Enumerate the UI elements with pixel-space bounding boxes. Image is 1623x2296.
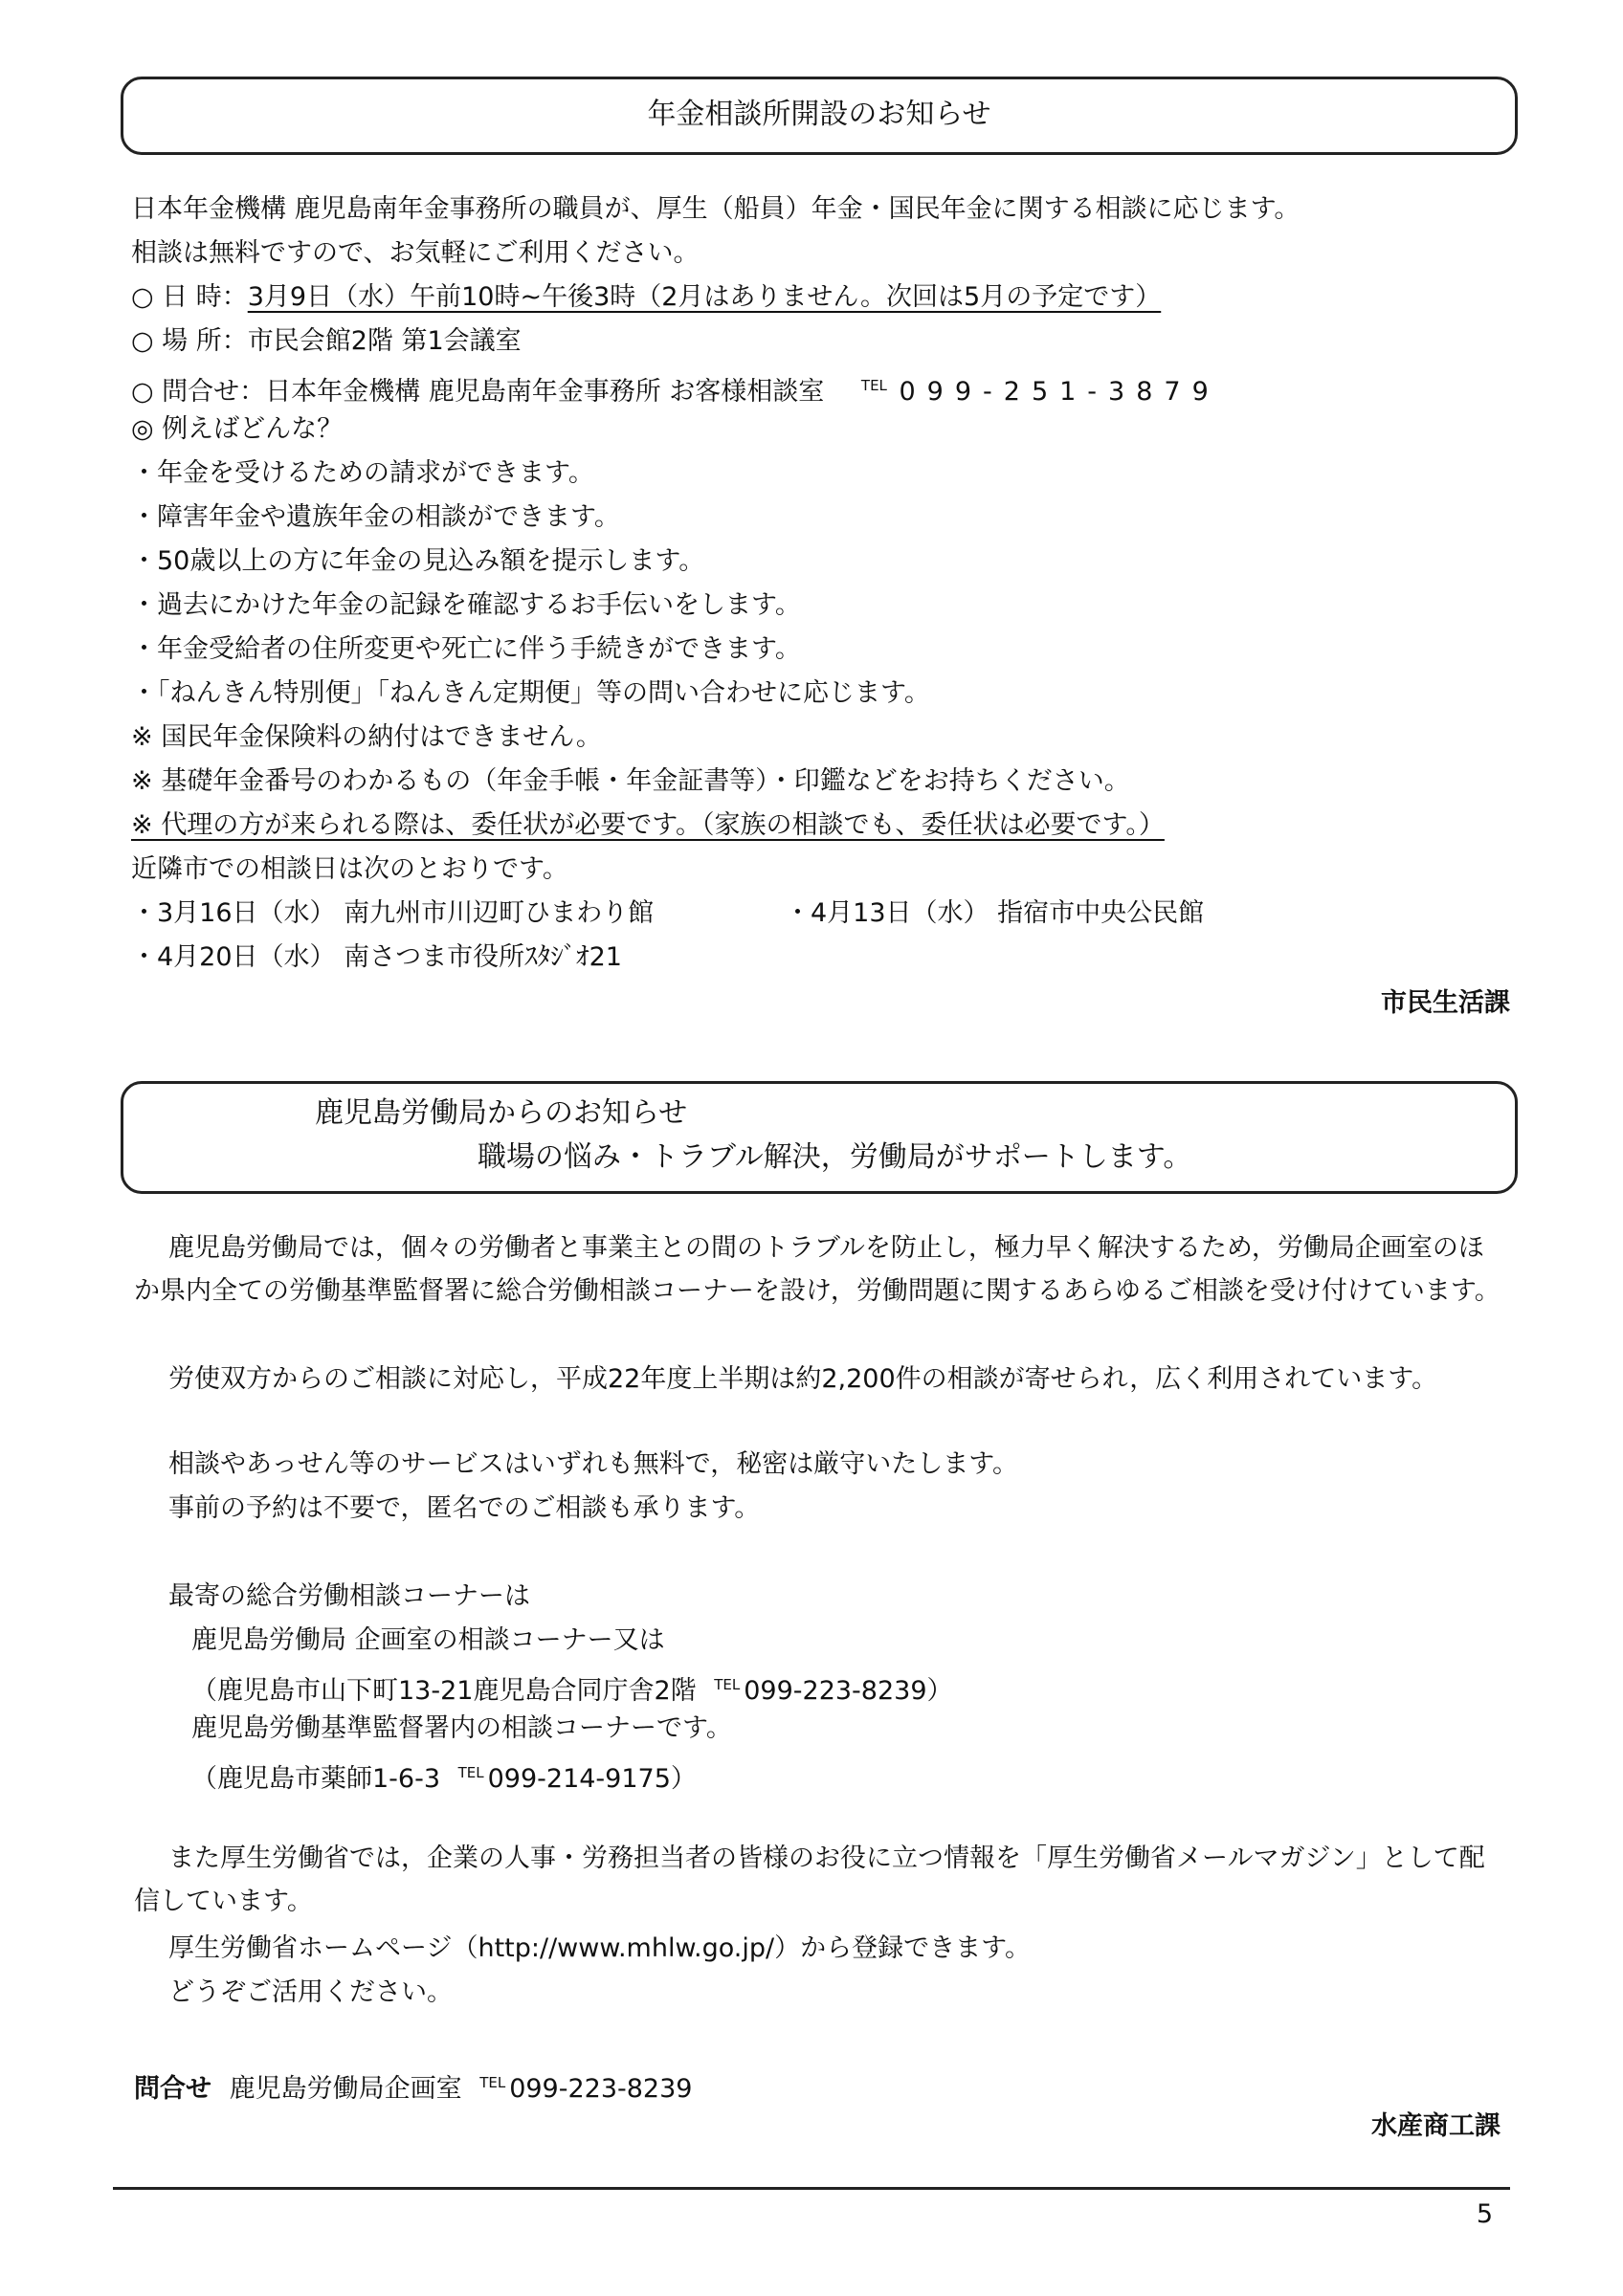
section2-title-line2: 職場の悩み・トラブル解決，労働局がサポートします。 [478, 1140, 1192, 1174]
section2-title-line1: 鹿児島労働局からのお知らせ [315, 1096, 688, 1130]
paragraph: 厚生労働省ホームページ（http://www.mhlw.go.jp/）から登録できます。 [168, 1933, 1031, 1963]
tel-mark: TEL [457, 1764, 484, 1781]
paragraph: 労使双方からのご相談に対応し，平成22年度上半期は約2,200件の相談が寄せられ，広く利用されています。 [168, 1364, 1438, 1394]
corner-2-address [191, 1756, 697, 1796]
place-row: ○ 場 所：市民会館2階 第1会議室 [131, 326, 522, 356]
corner-1: 鹿児島労働局 企画室の相談コーナー又は [191, 1625, 665, 1655]
nearby-item: ・4月20日（水） 南さつま市役所ｽﾀｼﾞｵ21 [131, 942, 622, 972]
corner-1-tel: 099-223-8239） [744, 1676, 953, 1706]
example-item: ・年金受給者の住所変更や死亡に伴う手続きができます。 [131, 634, 801, 664]
paragraph: 事前の予約は不要で，匿名でのご相談も承ります。 [168, 1493, 761, 1523]
corner-2-addr: （鹿児島市薬師1-6-3 [191, 1764, 441, 1794]
paragraph: どうぞご活用ください。 [168, 1977, 453, 2007]
page-number: 5 [1476, 2199, 1493, 2229]
example-item: ・50歳以上の方に年金の見込み額を提示します。 [131, 546, 705, 576]
contact-label: ○ 問合せ：日本年金機構 鹿児島南年金事務所 お客様相談室 [131, 377, 825, 407]
corner-1-address [191, 1668, 953, 1708]
note-item: ※ 国民年金保険料の納付はできません。 [131, 722, 602, 752]
inquiry-row [134, 2066, 692, 2106]
section1-title: 年金相談所開設のお知らせ [647, 98, 991, 131]
inquiry-text: 鹿児島労働局企画室 [229, 2074, 462, 2104]
corner-1-addr: （鹿児島市山下町13-21鹿児島合同庁舎2階 [191, 1676, 697, 1706]
note-item: ※ 基礎年金番号のわかるもの（年金手帳・年金証書等）・印鑑などをお持ちください。 [131, 766, 1130, 796]
example-item: ・「ねんきん特別便」「ねんきん定期便」等の問い合わせに応じます。 [131, 678, 930, 708]
section1-line-2: 相談は無料ですので、お気軽にご利用ください。 [131, 238, 700, 268]
corner-2: 鹿児島労働基準監督署内の相談コーナーです。 [191, 1713, 732, 1743]
date-label: ○ 日 時： [131, 282, 248, 312]
example-item: ・過去にかけた年金の記録を確認するお手伝いをします。 [131, 590, 801, 620]
nearby-item: ・3月16日（水） 南九州市川辺町ひまわり館 [131, 898, 655, 928]
paragraph: 相談やあっせん等のサービスはいずれも無料で，秘密は厳守いたします。 [168, 1449, 1019, 1479]
note-item-underlined: ※ 代理の方が来られる際は、委任状が必要です。（家族の相談でも、委任状は必要です。） [131, 810, 1165, 840]
corner-2-tel: 099-214-9175） [487, 1764, 697, 1794]
example-item: ・障害年金や遺族年金の相談ができます。 [131, 502, 620, 532]
contact-tel: 099-251-3879 [899, 377, 1220, 407]
section2-title-box [121, 1081, 1518, 1194]
nearby-heading: 近隣市での相談日は次のとおりです。 [131, 854, 568, 884]
example-item: ・年金を受けるための請求ができます。 [131, 458, 594, 488]
contact-row [131, 369, 1220, 408]
corner-heading: 最寄の総合労働相談コーナーは [168, 1581, 530, 1611]
tel-mark: TEL [860, 377, 887, 394]
inquiry-label: 問合せ [134, 2074, 211, 2104]
section1-line-1: 日本年金機構 鹿児島南年金事務所の職員が、厚生（船員）年金・国民年金に関する相談に応じます。 [131, 194, 1301, 224]
footer-rule [113, 2187, 1510, 2190]
tel-mark: TEL [714, 1676, 741, 1693]
paragraph: 鹿児島労働局では，個々の労働者と事業主との間のトラブルを防止し，極力早く解決するため，労働局企画室のほか県内全ての労働基準監督署に総合労働相談コーナーを設け，労働問題に関するあらゆるご相談を受け付けています。 [134, 1233, 1501, 1306]
date-row [131, 281, 1161, 314]
section1-title-box [121, 77, 1518, 155]
paragraph: また厚生労働省では，企業の人事・労務担当者の皆様のお役に立つ情報を「厚生労働省メールマガジン」として配信しています。 [134, 1843, 1485, 1916]
nearby-item: ・4月13日（水） 指宿市中央公民館 [785, 898, 1205, 928]
example-heading: ◎ 例えばどんな？ [131, 414, 344, 444]
section1-department: 市民生活課 [1381, 988, 1510, 1018]
tel-mark: TEL [479, 2074, 506, 2091]
date-value: 3月9日（水）午前10時~午後3時（2月はありません。次回は5月の予定です） [247, 282, 1162, 312]
section2-department: 水産商工課 [1371, 2111, 1501, 2141]
inquiry-tel: 099-223-8239 [509, 2074, 693, 2104]
